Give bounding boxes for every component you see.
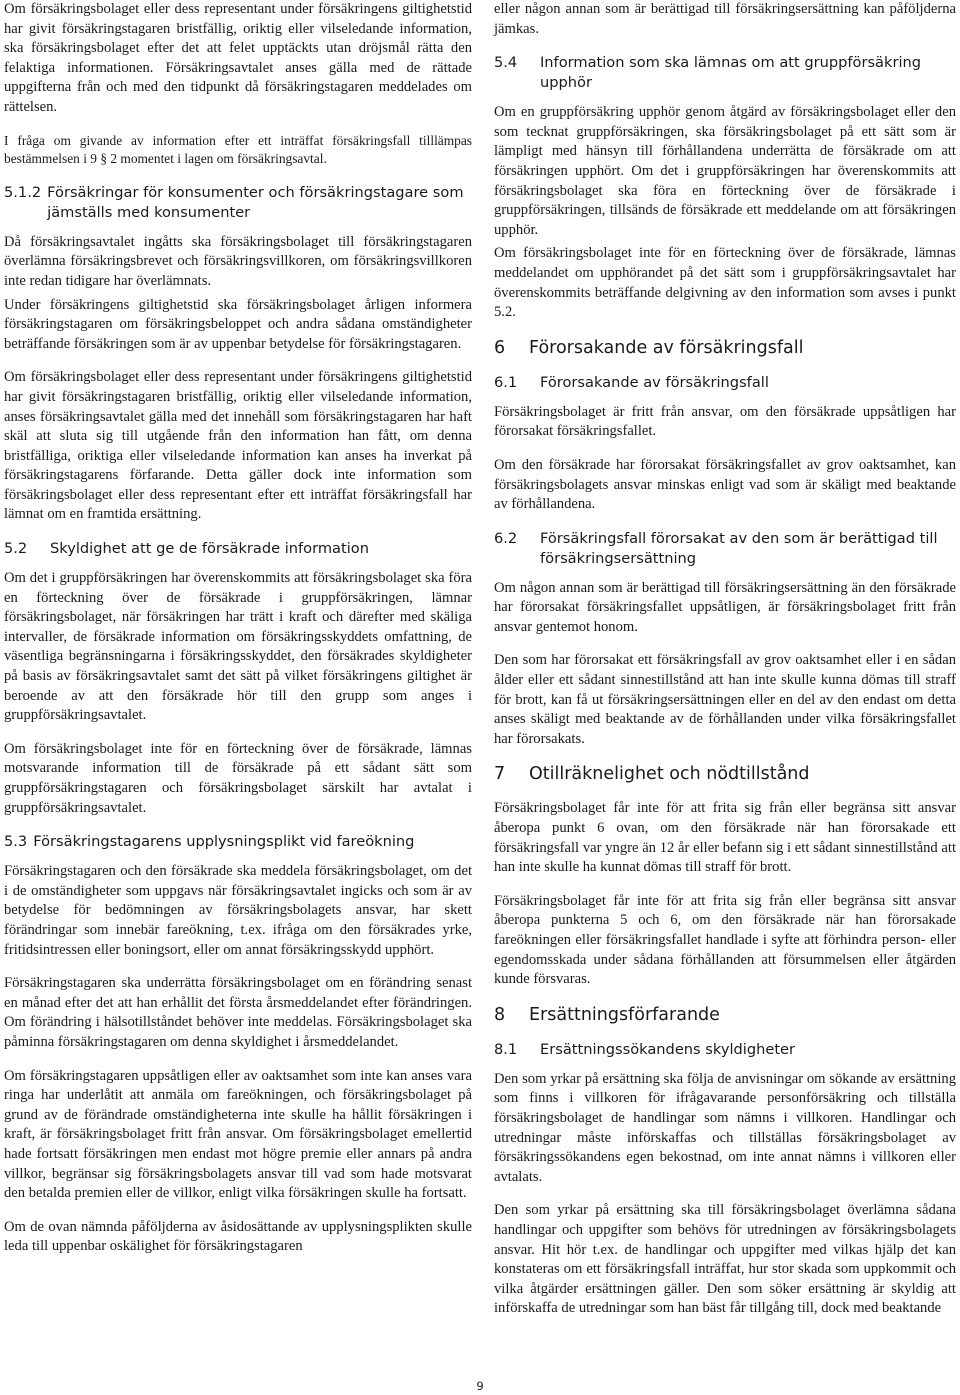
paragraph: eller någon annan som är berättigad till försäkringsersättning kan påföljderna jämkas.	[494, 1, 956, 37]
paragraph: Om någon annan som är berättigad till försäkringsersättning än den försäkrade har förorsakat försäkringsfallet uppsåtligen, är försäkringsbolaget fritt från ansvar gentemot honom.	[494, 579, 956, 635]
page-number: 9	[476, 1379, 484, 1393]
paragraph: Om försäkringsbolaget inte för en förteckning över de försäkrade, lämnas meddelandet om upphörandet på det sätt som i gruppförsäkringsavtalet har överenskommits beträffande delgivning av den information som avses i punkt 5.2.	[494, 245, 956, 321]
section-number: 5.3	[4, 833, 28, 851]
section-heading-8-1	[494, 1040, 956, 1060]
paragraph: Om de ovan nämnda påföljderna av åsidosättande av upplysningsplikten skulle leda till uppenbar oskälighet för försäkringstagaren	[4, 1218, 472, 1255]
section-title: Försäkringsfall förorsakat av den som är berättigad till försäkringsersättning	[540, 529, 938, 567]
chapter-number: 7	[494, 764, 506, 785]
section-title: Ersättningssökandens skyldigheter	[540, 1040, 796, 1058]
paragraph: Den som yrkar på ersättning ska till försäkringsbolaget överlämna sådana handlingar och uppgifter som behövs för utredningen av försäkringsbolagets ansvar. Hit hör t.ex. de handlingar och uppgifter med vilkas hjälp det kan konstateras om ett försäkringsfall inträffat, hur stor skada som uppkommit och vilka åtgärder ersättningen gäller. Den som söker ersättning är skyldig att införskaffa de utredningar som han bäst får tillgång till, dock med beaktande	[494, 1202, 956, 1317]
section-heading-5-4	[494, 53, 956, 93]
section-title: Försäkringar för konsumenter och försäkringstagare som jämställs med konsumenter	[47, 183, 464, 221]
paragraph: Om den försäkrade har förorsakat försäkringsfallet av grov oaktsamhet, kan försäkringsbolagets ansvar minskas enligt vad som är skäligt med beaktande av förhållandena.	[494, 456, 956, 513]
section-number: 5.2	[4, 540, 28, 558]
paragraph: Om försäkringsbolaget inte för en förteckning över de försäkrade, lämnas motsvarande information till de försäkrade på ett sådant sätt som gruppförsäkringstagaren och försäkringsbolaget särskilt har avtalat i gruppförsäkringsavtalet.	[4, 740, 472, 816]
paragraph: Då försäkringsavtalet ingåtts ska försäkringsbolaget till försäkringstagaren överlämna försäkringsbrevet och försäkringsvillkoren, om försäkringsvillkoren inte redan tidigare har överlämnats.	[4, 233, 472, 289]
paragraph: Den som yrkar på ersättning ska följa de anvisningar om sökande av ersättning som finns i villkoren för ifrågavarande personförsäkring och tillställa försäkringsbolaget de handlingar som nämns i villkoren. Handlingar och utredningar måste införskaffas och tillställas försäkringsbolaget av försäkringssökandens egen bekostnad, om inte annat nämns i villkoren eller avtalats.	[494, 1070, 956, 1185]
section-title: Skyldighet att ge de försäkrade information	[50, 540, 369, 558]
left-column	[4, 0, 472, 1271]
paragraph: Om försäkringstagaren uppsåtligen eller av oaktsamhet som inte kan anses vara ringa har underlåtit att anmäla om fareökningen, och försäkringsbolaget på grund av de förändrade omständigheterna inte skulle ha hållit försäkringen i kraft, är försäkringsbolaget fritt från ansvar. Om försäkringsbolaget emellertid hade fortsatt försäkringen men endast mot högre premie eller annars på andra villkor, begränsar sig försäkringsbolagets ansvar till vad som hade motsvarat den betalda premien eller de villkor, enligt vilka försäkringen skulle ha fortsatt.	[4, 1067, 472, 1202]
paragraph: Försäkringsbolaget får inte för att frita sig från eller begränsa sitt ansvar åberopa punkterna 5 och 6, om den försäkrade när han förorsakade fareökningen eller försäkringsfallet handlade i syfte att förhindra person- eller egendomsskada under sådana förhållanden att försummelsen eller åtgärden kunde försvaras.	[494, 892, 956, 988]
paragraph: Om försäkringsbolaget eller dess representant under försäkringens giltighetstid har givit försäkringstagaren bristfällig, oriktig eller vilseledande information, anses försäkringsavtalet gälla med det innehåll som försäkringstagaren har haft skäl att sluta sig till utgående från den information han fått, om denna bristfälliga, oriktiga eller vilseledande information kan anses ha inverkat på försäkringstagarens förfarande. Detta gäller dock inte information som försäkringsbolaget eller dess representant efter ett inträffat försäkringsfall har lämnat om en framtida ersättning.	[4, 369, 472, 523]
chapter-title: Otillräknelighet och nödtillstånd	[529, 764, 810, 785]
section-title: Förorsakande av försäkringsfall	[540, 373, 769, 391]
right-column	[494, 0, 956, 1333]
section-heading-5-3	[4, 832, 472, 852]
section-heading-5-1-2	[4, 183, 472, 223]
paragraph: Under försäkringens giltighetstid ska försäkringsbolaget årligen informera försäkringstagaren om försäkringsbeloppet och andra sådana omständigheter beträffande försäkringen som är av uppenbar betydelse för försäkringstagaren.	[4, 296, 472, 352]
chapter-number: 6	[494, 337, 506, 358]
paragraph: Försäkringsbolaget får inte för att frita sig från eller begränsa sitt ansvar åberopa punkt 6 ovan, om den försäkrade när han förorsakade ett försäkringsfall var yngre än 12 år eller befann sig i ett sådant sinnestillstånd att han inte skulle ha kunnat dömas till straff för brott.	[494, 800, 956, 876]
paragraph: Den som har förorsakat ett försäkringsfall av grov oaktsamhet eller i en sådan ålder eller ett sådant sinnestillstånd att han inte skulle kunna dömas till straff för brott, kan få ut försäkringsersättningen eller en del av den endast om detta anses skäligt med beaktande av de förhållanden under vilka försäkringsfallet har förorsakats.	[494, 652, 956, 747]
section-title: Information som ska lämnas om att gruppförsäkring upphör	[540, 54, 922, 92]
paragraph: Försäkringstagaren ska underrätta försäkringsbolaget om en förändring senast en månad efter det att han erhållit det första årsmeddelandet efter förändringen. Om förändring i hälsotillståndet behöver inte meddelas. Försäkringsbolaget ska påminna försäkringstagaren om denna skyldighet i årsmeddelandet.	[4, 975, 472, 1050]
paragraph: Försäkringstagaren och den försäkrade ska meddela försäkringsbolaget, om det i de omständigheter som uppgavs när försäkringsavtalet ingicks och som är av betydelse för bedömningen av försäkringsbolagets ansvar, har skett förändringar som innebär fareökning, t.ex. ifråga om den försäkrades yrke, fritidsintressen eller boningsort, eller om annat försäkringsskydd upphört.	[4, 863, 472, 958]
paragraph: Om försäkringsbolaget eller dess representant under försäkringens giltighetstid har givit försäkringstagaren bristfällig, oriktig eller vilseledande information, ska försäkringsbolaget efter det att felet upptäckts utan dröjsmål rätta den felaktiga informationen. Försäkringsavtalet anses gälla med de rättade uppgifterna från och med den tidpunkt då försäkringstagaren meddelades om rättelsen.	[4, 1, 472, 115]
section-number: 6.2	[494, 529, 518, 547]
section-number: 6.1	[494, 373, 518, 391]
chapter-heading-8	[494, 1004, 956, 1026]
section-heading-6-1	[494, 373, 956, 393]
section-heading-6-2	[494, 529, 956, 569]
paragraph: I fråga om givande av information efter ett inträffat försäkringsfall tilllämpas bestämmelsen i 9 § 2 momentet i lagen om försäkringsavtal.	[4, 132, 472, 167]
paragraph: Om en gruppförsäkring upphör genom åtgärd av försäkringsbolaget eller den som tecknat gruppförsäkringen, ska försäkringsbolaget på ett sätt som är lämpligt med hänsyn till förhållandena underrätta de försäkrade om att försäkringen upphört. Om det i gruppförsäkringen har överenskommits att försäkringsbolaget ska föra en förteckning över de försäkrade i gruppförsäkringen, tillsänds de försäkrade ett meddelande om att försäkringen upphör.	[494, 104, 956, 238]
paragraph: Försäkringsbolaget är fritt från ansvar, om den försäkrade uppsåtligen har förorsakat försäkringsfallet.	[494, 403, 956, 440]
section-number: 5.4	[494, 54, 518, 72]
section-heading-5-2	[4, 539, 472, 559]
section-title: Försäkringstagarens upplysningsplikt vid fareökning	[33, 833, 415, 851]
chapter-number: 8	[494, 1004, 506, 1025]
chapter-heading-6	[494, 337, 956, 359]
section-number: 8.1	[494, 1040, 518, 1058]
chapter-title: Förorsakande av försäkringsfall	[529, 337, 804, 358]
section-number: 5.1.2	[4, 183, 42, 201]
chapter-title: Ersättningsförfarande	[529, 1004, 720, 1025]
paragraph: Om det i gruppförsäkringen har överenskommits att försäkringsbolaget ska föra en förteckning över de försäkrade i gruppförsäkringen, lämnar försäkringsbolaget, när försäkringen har trätt i kraft och därefter med skäliga intervaller, de försäkrade information om försäkringsskyddets omfattning, de väsentliga begränsningarna i försäkringsskyddet, den försäkrades skyldigheter på basis av försäkringsavtalet samt det sätt på vilket försäkringens giltighet är beroende av att den försäkrade hör till den grupp som anges i gruppförsäkringsavtalet.	[4, 570, 472, 724]
chapter-heading-7	[494, 763, 956, 785]
